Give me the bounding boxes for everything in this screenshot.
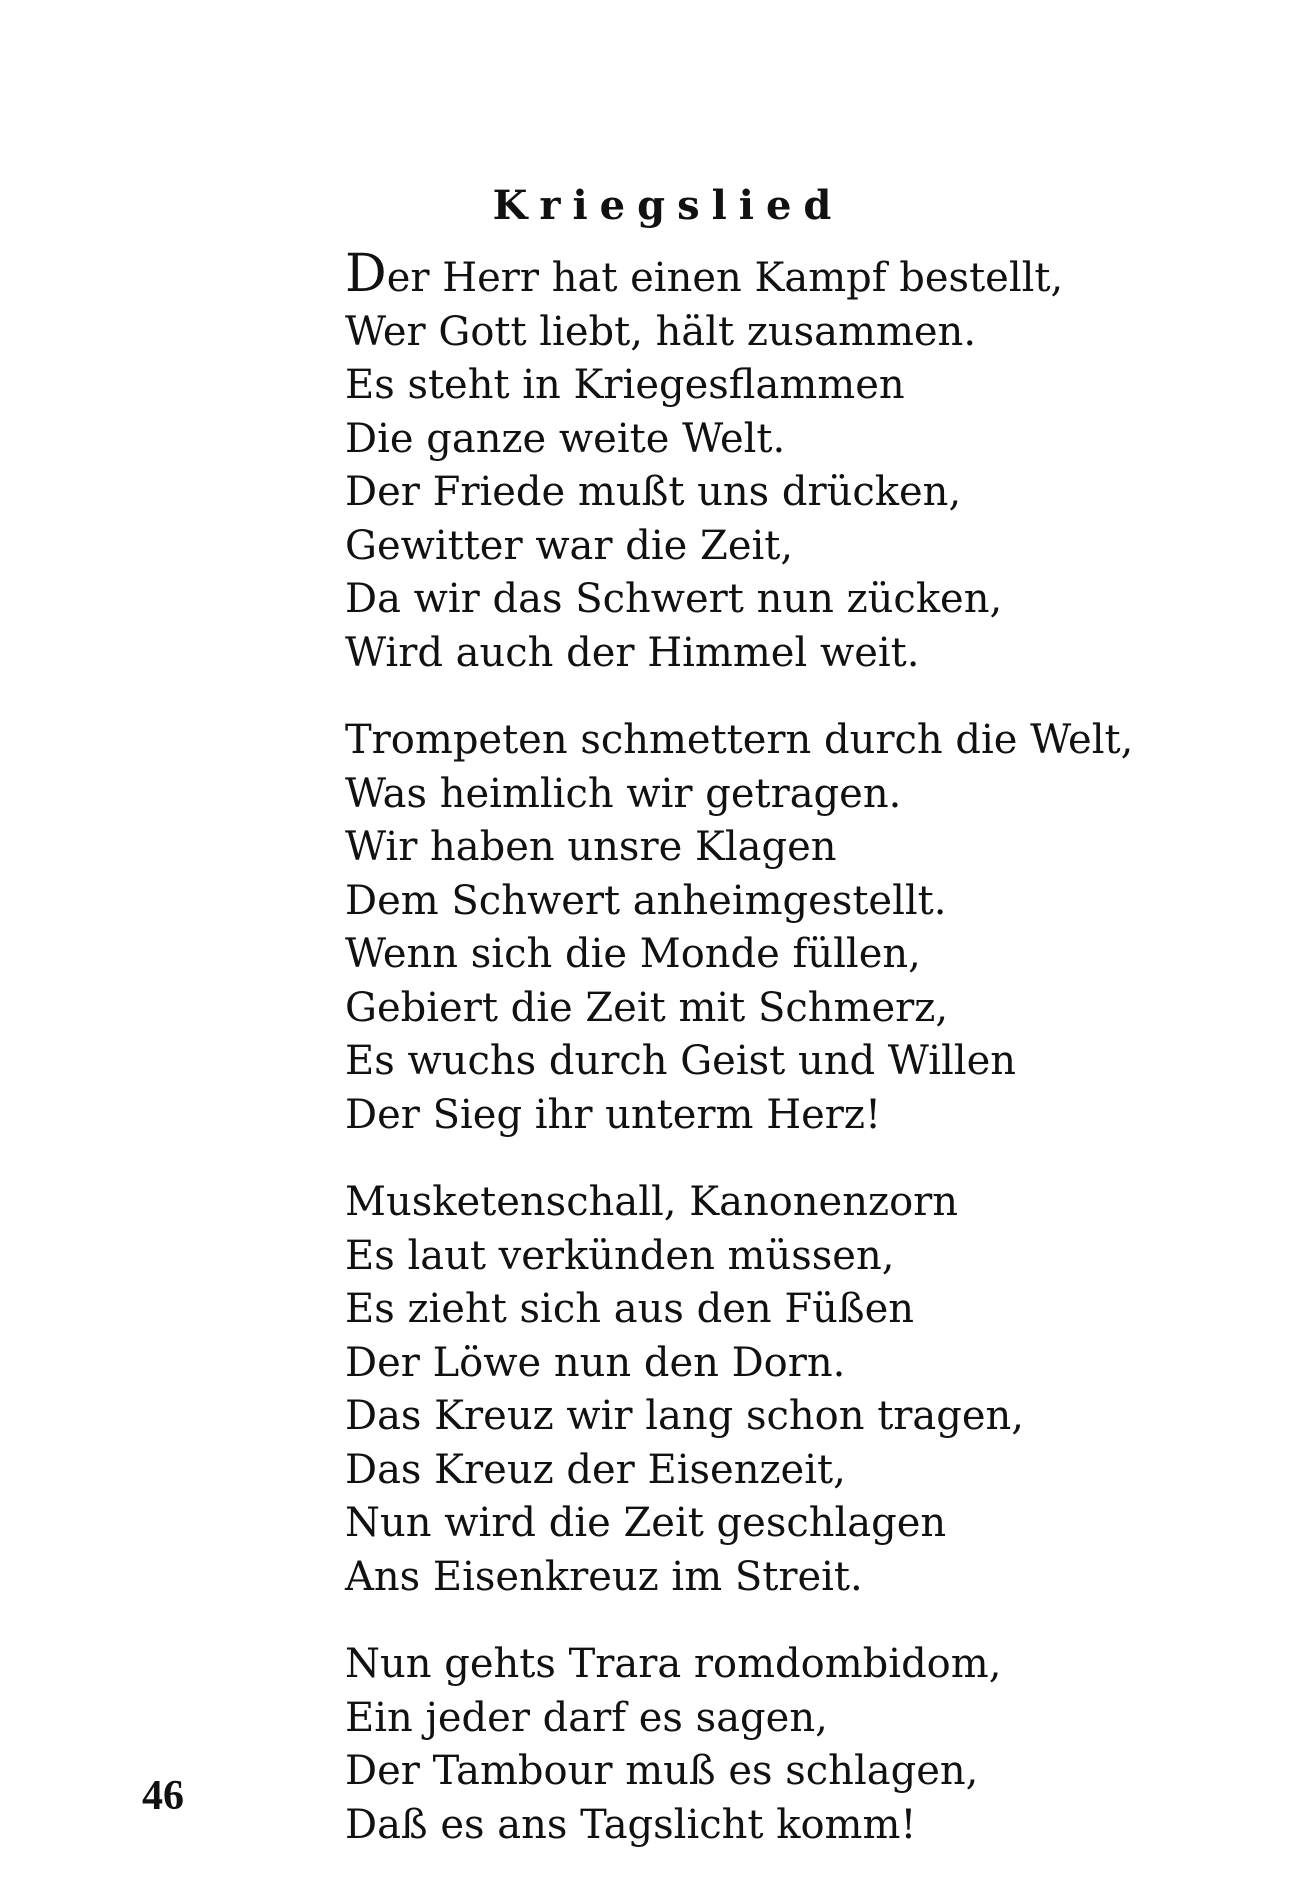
page-number: 46 bbox=[142, 1773, 184, 1819]
poem-line: Was heimlich wir getragen. bbox=[345, 770, 902, 817]
poem-line: Es steht in Kriegesflammen bbox=[345, 362, 905, 408]
poem-line: Ein jeder darf es sagen, bbox=[345, 1694, 828, 1741]
poem-line: Ans Eisenkreuz im Streit. bbox=[345, 1553, 863, 1600]
poem-line: Wenn sich die Monde füllen, bbox=[345, 931, 921, 977]
poem-line: Es wuchs durch Geist und Willen bbox=[345, 1038, 1017, 1084]
poem-line: Gebiert die Zeit mit Schmerz, bbox=[345, 984, 949, 1031]
poem-line: Der Friede mußt uns drücken, bbox=[345, 469, 962, 515]
poem-title: Kriegslied bbox=[492, 182, 844, 229]
stanza-4 bbox=[345, 1638, 1245, 1852]
poem-line: Der Löwe nun den Dorn. bbox=[345, 1339, 846, 1386]
poem-line: Der Sieg ihr unterm Herz! bbox=[345, 1091, 882, 1138]
poem-line: Wer Gott liebt, hält zusammen. bbox=[345, 308, 977, 355]
poem-line: Da wir das Schwert nun zücken, bbox=[345, 576, 1003, 622]
stanza-3 bbox=[345, 1176, 1245, 1604]
poem-line: Wir haben unsre Klagen bbox=[345, 824, 837, 870]
poem-line: Dem Schwert anheimgestellt. bbox=[345, 877, 947, 924]
poem-line: Nun wird die Zeit geschlagen bbox=[345, 1500, 947, 1546]
poem-line: Nun gehts Trara romdombidom, bbox=[345, 1641, 1002, 1687]
stanza-1 bbox=[345, 244, 1245, 680]
poem-line: Trompeten schmettern durch die Welt, bbox=[345, 717, 1134, 763]
poem-line: Musketenschall, Kanonenzorn bbox=[345, 1179, 959, 1225]
poem-line: Es zieht sich aus den Füßen bbox=[345, 1286, 915, 1332]
poem-body bbox=[345, 244, 1245, 1886]
poem-line: Das Kreuz der Eisenzeit, bbox=[345, 1446, 846, 1493]
poem-line: Die ganze weite Welt. bbox=[345, 415, 786, 462]
poem-line: Daß es ans Tagslicht komm! bbox=[345, 1801, 917, 1848]
poem-line: Wird auch der Himmel weit. bbox=[345, 629, 920, 676]
poem-line: Gewitter war die Zeit, bbox=[345, 522, 794, 569]
stanza-2 bbox=[345, 714, 1245, 1142]
poem-line: Es laut verkünden müssen, bbox=[345, 1232, 895, 1279]
poem-line: Der Herr hat einen Kampf bestellt, bbox=[345, 244, 1064, 304]
poem-line: Das Kreuz wir lang schon tragen, bbox=[345, 1393, 1025, 1439]
poem-line: Der Tambour muß es schlagen, bbox=[345, 1748, 979, 1794]
